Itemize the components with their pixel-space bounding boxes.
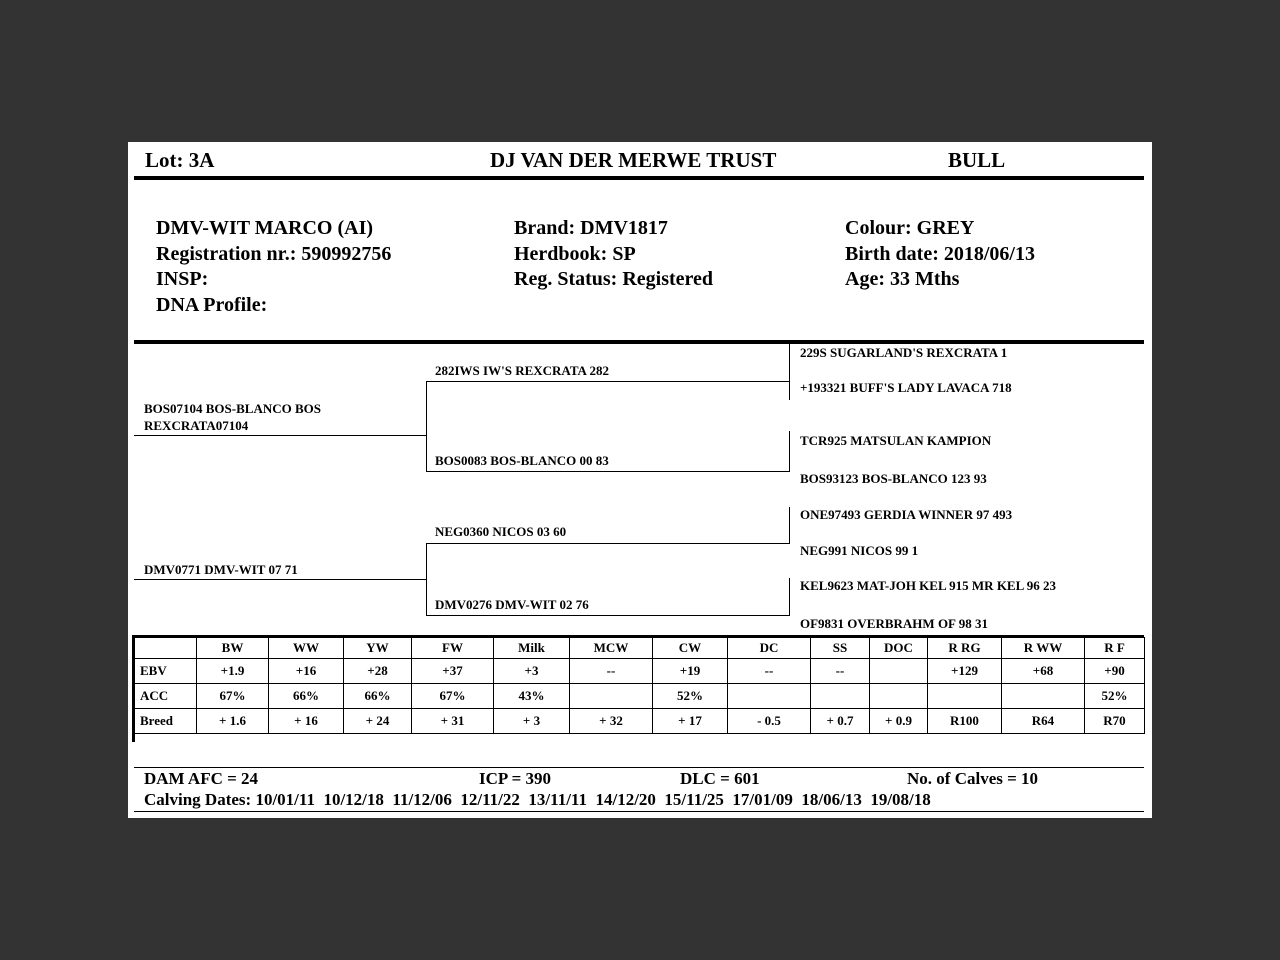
table-header-cell: WW: [269, 638, 344, 659]
pedigree-dam: DMV0771 DMV-WIT 07 71: [144, 562, 298, 577]
table-header-cell: Milk: [494, 638, 570, 659]
table-header-cell: BW: [197, 638, 269, 659]
registration-number: Registration nr.: 590992756: [156, 242, 392, 265]
pedigree-ggp-7: KEL9623 MAT-JOH KEL 915 MR KEL 96 23: [800, 578, 1057, 593]
table-cell: + 1.6: [197, 709, 269, 734]
table-header-cell: R RG: [928, 638, 1002, 659]
pedigree-dam-sire: NEG0360 NICOS 03 60: [435, 524, 567, 539]
table-cell: 67%: [197, 684, 269, 709]
table-cell: 66%: [269, 684, 344, 709]
table-cell: - 0.5: [728, 709, 811, 734]
table-header-cell: DOC: [870, 638, 928, 659]
pedigree-line: [134, 579, 427, 580]
brand: Brand: DMV1817: [514, 217, 668, 239]
table-cell: --: [728, 659, 811, 684]
pedigree-sire: BOS07104 BOS-BLANCO BOS REXCRATA07104: [144, 401, 321, 433]
calving-dates: Calving Dates: 10/01/11 10/12/18 11/12/06 12/11/22 13/11/11 14/12/20 15/11/25 17/01/09 18/06/13 19/08/18: [144, 790, 931, 809]
table-cell: + 16: [269, 709, 344, 734]
table-cell: [1002, 684, 1085, 709]
table-header-row: [133, 638, 1145, 659]
pedigree-sire-sire: 282IWS IW'S REXCRATA 282: [435, 363, 609, 378]
animal-info-col-1: [156, 216, 391, 318]
colour: Colour: GREY: [845, 217, 975, 239]
table-cell: + 0.7: [811, 709, 870, 734]
lot-number: Lot: 3A: [145, 148, 215, 172]
dam-afc: DAM AFC = 24: [144, 769, 259, 788]
pedigree-line: [134, 435, 427, 436]
footer-bottom-rule: [134, 811, 1144, 812]
table-cell: +3: [494, 659, 570, 684]
table-cell: + 3: [494, 709, 570, 734]
lot-card: [128, 142, 1152, 818]
pedigree-ggp-3: TCR925 MATSULAN KAMPION: [800, 433, 992, 448]
table-cell: [728, 684, 811, 709]
insp-label: INSP:: [156, 268, 209, 290]
reg-status: Reg. Status: Registered: [514, 268, 714, 290]
table-cell: 66%: [344, 684, 412, 709]
animal-info-col-3: [845, 216, 1035, 293]
table-header-cell: CW: [653, 638, 728, 659]
table-cell: + 32: [570, 709, 653, 734]
pedigree-dam-dam: DMV0276 DMV-WIT 02 76: [435, 597, 589, 612]
table-cell: 67%: [412, 684, 494, 709]
table-cell: +129: [928, 659, 1002, 684]
table-cell: +19: [653, 659, 728, 684]
table-row-acc: [133, 684, 1145, 709]
pedigree-line: [789, 431, 790, 472]
table-cell: + 17: [653, 709, 728, 734]
table-header-cell: FW: [412, 638, 494, 659]
table-cell: + 24: [344, 709, 412, 734]
table-header-cell: R WW: [1002, 638, 1085, 659]
pedigree-line: [426, 381, 790, 382]
table-cell: 52%: [653, 684, 728, 709]
pedigree-line: [426, 615, 790, 616]
header-rule: [134, 176, 1144, 180]
table-row-breed: [133, 709, 1145, 734]
pedigree-line: [789, 507, 790, 544]
pedigree-ggp-8: OF9831 OVERBRAHM OF 98 31: [800, 616, 989, 631]
table-cell: +90: [1085, 659, 1145, 684]
pedigree-line: [789, 344, 790, 400]
footer-rule: [134, 767, 1144, 768]
owner-name: DJ VAN DER MERWE TRUST: [490, 148, 777, 172]
birth-date: Birth date: 2018/06/13: [845, 242, 1035, 265]
table-cell: [811, 684, 870, 709]
table-cell: 52%: [1085, 684, 1145, 709]
table-cell: +1.9: [197, 659, 269, 684]
pedigree-ggp-1: 229S SUGARLAND'S REXCRATA 1: [800, 345, 1008, 360]
table-cell: [870, 684, 928, 709]
table-cell: +16: [269, 659, 344, 684]
herdbook: Herdbook: SP: [514, 242, 636, 265]
table-header-cell: MCW: [570, 638, 653, 659]
row-label: ACC: [133, 684, 197, 709]
row-label: EBV: [133, 659, 197, 684]
animal-sex: BULL: [948, 148, 1006, 172]
pedigree-line: [426, 381, 427, 472]
table-header-cell: R F: [1085, 638, 1145, 659]
table-cell: +37: [412, 659, 494, 684]
dna-profile-label: DNA Profile:: [156, 293, 268, 316]
table-cell: +68: [1002, 659, 1085, 684]
icp: ICP = 390: [479, 769, 552, 788]
table-header-cell: YW: [344, 638, 412, 659]
table-header-cell: SS: [811, 638, 870, 659]
table-header-cell: DC: [728, 638, 811, 659]
ebv-table: [132, 637, 1145, 734]
pedigree-line: [426, 471, 790, 472]
age: Age: 33 Mths: [845, 268, 960, 290]
table-cell: --: [570, 659, 653, 684]
table-cell: + 0.9: [870, 709, 928, 734]
table-cell: R100: [928, 709, 1002, 734]
animal-name: DMV-WIT MARCO (AI): [156, 217, 374, 239]
table-cell: +28: [344, 659, 412, 684]
table-cell: --: [811, 659, 870, 684]
table-cell: + 31: [412, 709, 494, 734]
pedigree-ggp-6: NEG991 NICOS 99 1: [800, 543, 919, 558]
pedigree-line: [789, 578, 790, 616]
pedigree-ggp-4: BOS93123 BOS-BLANCO 123 93: [800, 471, 987, 486]
pedigree-sire-dam: BOS0083 BOS-BLANCO 00 83: [435, 453, 609, 468]
table-cell: [570, 684, 653, 709]
pedigree-ggp-5: ONE97493 GERDIA WINNER 97 493: [800, 507, 1013, 522]
pedigree-ggp-2: +193321 BUFF'S LADY LAVACA 718: [800, 380, 1012, 395]
row-label: Breed: [133, 709, 197, 734]
table-cell: R70: [1085, 709, 1145, 734]
table-cell: [928, 684, 1002, 709]
pedigree-line: [426, 543, 790, 544]
animal-info-col-2: [514, 216, 713, 293]
info-rule: [134, 340, 1144, 344]
table-cell: [870, 659, 928, 684]
table-cell: 43%: [494, 684, 570, 709]
table-header-corner: [133, 638, 197, 659]
table-cell: R64: [1002, 709, 1085, 734]
table-row-ebv: [133, 659, 1145, 684]
number-of-calves: No. of Calves = 10: [907, 769, 1039, 788]
dlc: DLC = 601: [680, 769, 760, 788]
